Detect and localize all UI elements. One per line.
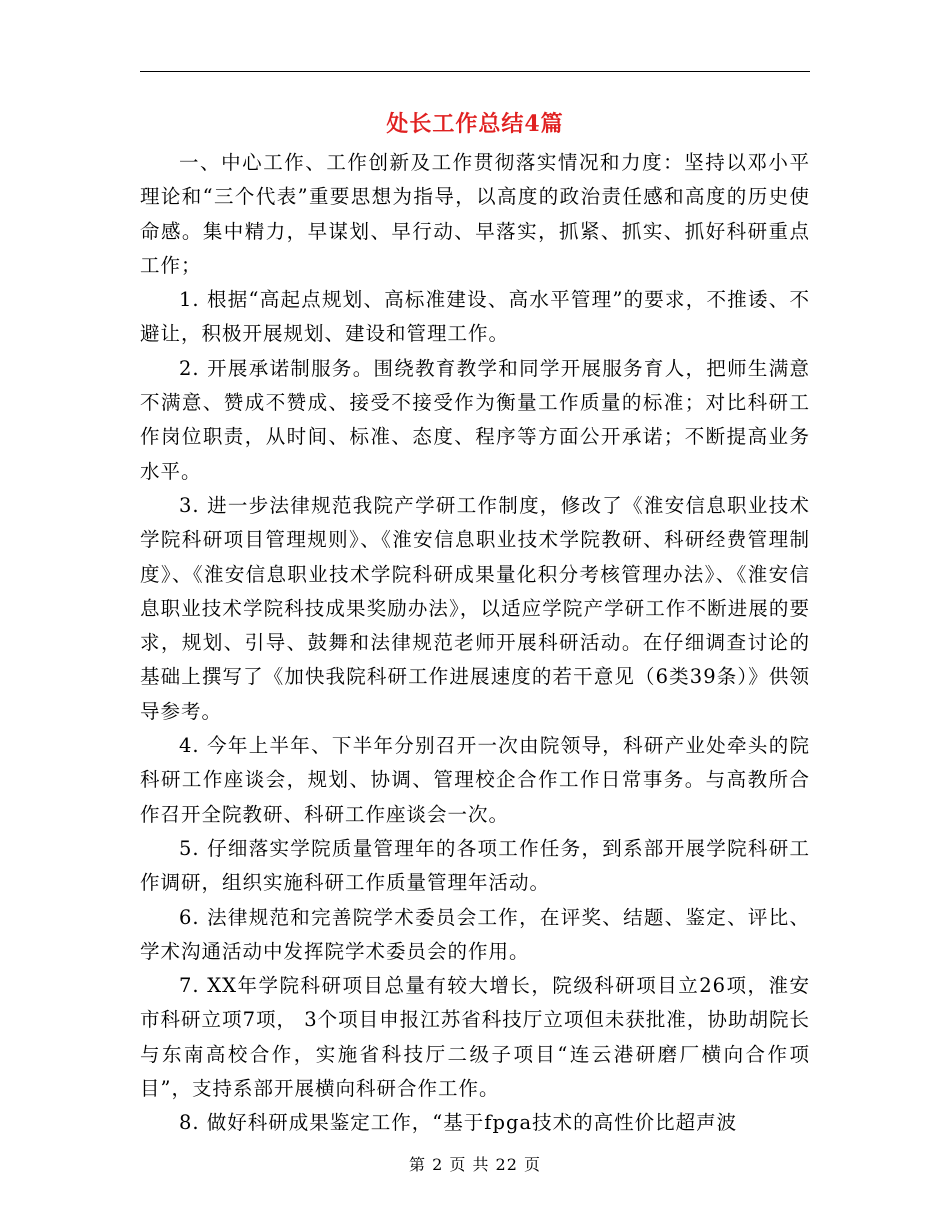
paragraph-item-3: 3. 进一步法律规范我院产学研工作制度，修改了《淮安信息职业技术学院科研项目管理规则》、《淮安信息职业技术学院教研、科研经费管理制度》、《淮安信息职业技术学院科研成果量化积分考核管理办法》、《淮安信息职业技术学院科技成果奖励办法》，以适应学院产学研工作不断进展的要求，规划、引导、鼓舞和法律规范老师开展科研活动。在仔细调查讨论的基础上撰写了《加快我院科研工作进展速度的若干意见（6类39条）》供领导参考。 — [140, 493, 810, 723]
paragraph-item-4: 4. 今年上半年、下半年分别召开一次由院领导，科研产业处牵头的院科研工作座谈会，规划、协调、管理校企合作工作日常事务。与高教所合作召开全院教研、科研工作座谈会一次。 — [140, 734, 810, 826]
paragraph-item-6: 6. 法律规范和完善院学术委员会工作，在评奖、结题、鉴定、评比、学术沟通活动中发挥院学术委员会的作用。 — [140, 905, 810, 963]
paragraph-intro: 一、中心工作、工作创新及工作贯彻落实情况和力度：坚持以邓小平理论和“三个代表”重要思想为指导，以高度的政治责任感和高度的历史使命感。集中精力，早谋划、早行动、早落实，抓紧、抓实、抓好科研重点工作； — [140, 151, 810, 277]
paragraph-item-8: 8. 做好科研成果鉴定工作，“基于fpga技术的高性价比超声波 — [179, 1111, 738, 1135]
document-title: 处长工作总结4篇 — [386, 111, 564, 137]
header-rule — [140, 71, 810, 72]
paragraph-item-5: 5. 仔细落实学院质量管理年的各项工作任务，到系部开展学院科研工作调研，组织实施科研工作质量管理年活动。 — [140, 836, 810, 895]
paragraph-item-2: 2. 开展承诺制服务。围绕教育教学和同学开展服务育人，把师生满意不满意、赞成不赞成、接受不接受作为衡量工作质量的标准；对比科研工作岗位职责，从时间、标准、态度、程序等方面公开承诺；不断提高业务水平。 — [140, 356, 810, 483]
paragraph-item-7: 7. XX年学院科研项目总量有较大增长，院级科研项目立26项，淮安市科研立项7项， 3个项目申报江苏省科技厅立项但未获批准，协助胡院长与东南高校合作，实施省科技厅二级子项目“连云港研磨厂横向合作项目”，支持系部开展横向科研合作工作。 — [140, 974, 810, 1101]
paragraph-item-1: 1. 根据“高起点规划、高标准建设、高水平管理”的要求，不推诿、不避让，积极开展规划、建设和管理工作。 — [140, 288, 810, 346]
document-body — [140, 146, 810, 1141]
page-number: 第 2 页 共 22 页 — [409, 1155, 541, 1174]
